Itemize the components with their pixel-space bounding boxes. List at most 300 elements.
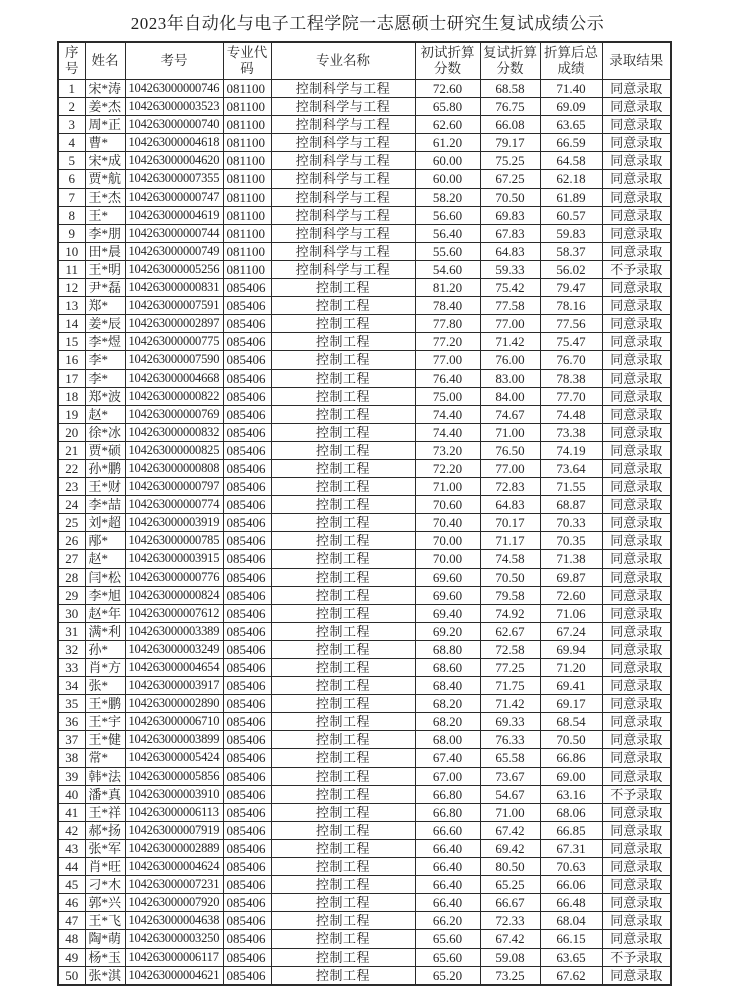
cell-retest-score: 71.00	[480, 423, 540, 441]
table-row	[58, 333, 671, 351]
cell-exam-number: 104263000005856	[125, 767, 223, 785]
cell-initial-score: 69.40	[415, 604, 480, 622]
cell-total-score: 72.60	[540, 586, 602, 604]
cell-seq: 27	[58, 550, 85, 568]
cell-retest-score: 59.08	[480, 948, 540, 966]
cell-major-code: 081100	[223, 152, 271, 170]
table-row	[58, 496, 671, 514]
cell-major-name: 控制科学与工程	[271, 224, 415, 242]
table-row	[58, 242, 671, 260]
column-header-result: 录取结果	[602, 42, 671, 80]
cell-major-name: 控制工程	[271, 279, 415, 297]
column-header-seq: 序号	[58, 42, 85, 80]
cell-exam-number: 104263000003915	[125, 550, 223, 568]
cell-seq: 43	[58, 839, 85, 857]
cell-initial-score: 66.60	[415, 821, 480, 839]
cell-exam-number: 104263000004618	[125, 134, 223, 152]
cell-initial-score: 68.20	[415, 695, 480, 713]
cell-retest-score: 76.33	[480, 731, 540, 749]
cell-name: 王*健	[85, 731, 125, 749]
table-row	[58, 912, 671, 930]
cell-major-code: 085406	[223, 568, 271, 586]
cell-exam-number: 104263000004621	[125, 966, 223, 985]
cell-retest-score: 54.67	[480, 785, 540, 803]
cell-seq: 38	[58, 749, 85, 767]
cell-result: 同意录取	[602, 677, 671, 695]
cell-retest-score: 74.67	[480, 405, 540, 423]
cell-total-score: 64.58	[540, 152, 602, 170]
column-header-initial-score: 初试折算分数	[415, 42, 480, 80]
cell-initial-score: 69.20	[415, 622, 480, 640]
cell-major-code: 081100	[223, 116, 271, 134]
cell-major-name: 控制工程	[271, 550, 415, 568]
cell-major-code: 085406	[223, 640, 271, 658]
cell-initial-score: 74.40	[415, 405, 480, 423]
cell-total-score: 71.20	[540, 659, 602, 677]
cell-major-code: 081100	[223, 188, 271, 206]
cell-total-score: 56.02	[540, 260, 602, 278]
cell-name: 宋*成	[85, 152, 125, 170]
cell-major-name: 控制工程	[271, 604, 415, 622]
cell-name: 闫*松	[85, 568, 125, 586]
table-row	[58, 260, 671, 278]
cell-result: 不予录取	[602, 260, 671, 278]
cell-result: 同意录取	[602, 297, 671, 315]
cell-total-score: 60.57	[540, 206, 602, 224]
cell-initial-score: 70.00	[415, 550, 480, 568]
cell-total-score: 69.00	[540, 767, 602, 785]
table-row	[58, 731, 671, 749]
cell-total-score: 78.38	[540, 369, 602, 387]
cell-initial-score: 77.80	[415, 315, 480, 333]
cell-initial-score: 70.00	[415, 532, 480, 550]
cell-initial-score: 74.40	[415, 423, 480, 441]
page-title: 2023年自动化与电子工程学院一志愿硕士研究生复试成绩公示	[130, 14, 605, 33]
cell-name: 郑*波	[85, 387, 125, 405]
cell-major-code: 081100	[223, 242, 271, 260]
table-row	[58, 514, 671, 532]
cell-exam-number: 104263000000740	[125, 116, 223, 134]
cell-total-score: 75.47	[540, 333, 602, 351]
cell-retest-score: 66.08	[480, 116, 540, 134]
cell-seq: 4	[58, 134, 85, 152]
cell-total-score: 68.54	[540, 713, 602, 731]
cell-seq: 19	[58, 405, 85, 423]
cell-seq: 29	[58, 586, 85, 604]
cell-major-code: 085406	[223, 459, 271, 477]
cell-total-score: 70.35	[540, 532, 602, 550]
cell-name: 曹*	[85, 134, 125, 152]
cell-name: 李*朋	[85, 224, 125, 242]
cell-major-code: 085406	[223, 731, 271, 749]
cell-major-code: 085406	[223, 894, 271, 912]
cell-name: 田*晨	[85, 242, 125, 260]
cell-major-name: 控制工程	[271, 297, 415, 315]
cell-initial-score: 66.80	[415, 785, 480, 803]
cell-seq: 49	[58, 948, 85, 966]
cell-initial-score: 68.00	[415, 731, 480, 749]
cell-exam-number: 104263000004624	[125, 858, 223, 876]
table-row	[58, 839, 671, 857]
cell-major-name: 控制工程	[271, 894, 415, 912]
cell-seq: 26	[58, 532, 85, 550]
cell-initial-score: 68.60	[415, 659, 480, 677]
cell-total-score: 63.65	[540, 948, 602, 966]
column-header-name: 姓名	[85, 42, 125, 80]
cell-result: 同意录取	[602, 930, 671, 948]
cell-major-name: 控制工程	[271, 659, 415, 677]
cell-retest-score: 77.00	[480, 459, 540, 477]
cell-major-name: 控制工程	[271, 731, 415, 749]
cell-major-code: 085406	[223, 369, 271, 387]
cell-major-name: 控制科学与工程	[271, 260, 415, 278]
cell-retest-score: 76.00	[480, 351, 540, 369]
cell-seq: 16	[58, 351, 85, 369]
cell-name: 李*煜	[85, 333, 125, 351]
cell-major-code: 085406	[223, 659, 271, 677]
cell-major-name: 控制工程	[271, 351, 415, 369]
cell-name: 李*喆	[85, 496, 125, 514]
cell-exam-number: 104263000007591	[125, 297, 223, 315]
cell-seq: 46	[58, 894, 85, 912]
cell-total-score: 70.50	[540, 731, 602, 749]
cell-major-code: 085406	[223, 948, 271, 966]
cell-exam-number: 104263000007590	[125, 351, 223, 369]
cell-total-score: 69.09	[540, 98, 602, 116]
cell-retest-score: 69.33	[480, 713, 540, 731]
cell-initial-score: 77.00	[415, 351, 480, 369]
cell-name: 郑*	[85, 297, 125, 315]
cell-retest-score: 80.50	[480, 858, 540, 876]
cell-retest-score: 64.83	[480, 496, 540, 514]
table-row	[58, 224, 671, 242]
cell-initial-score: 67.00	[415, 767, 480, 785]
cell-result: 同意录取	[602, 134, 671, 152]
cell-seq: 2	[58, 98, 85, 116]
cell-name: 贾*硕	[85, 441, 125, 459]
cell-exam-number: 104263000004638	[125, 912, 223, 930]
cell-result: 同意录取	[602, 568, 671, 586]
cell-name: 赵*年	[85, 604, 125, 622]
cell-retest-score: 64.83	[480, 242, 540, 260]
cell-exam-number: 104263000003910	[125, 785, 223, 803]
cell-seq: 12	[58, 279, 85, 297]
cell-name: 常*	[85, 749, 125, 767]
cell-exam-number: 104263000000832	[125, 423, 223, 441]
cell-seq: 32	[58, 640, 85, 658]
cell-major-code: 085406	[223, 966, 271, 985]
cell-retest-score: 73.67	[480, 767, 540, 785]
cell-total-score: 67.31	[540, 839, 602, 857]
cell-seq: 23	[58, 478, 85, 496]
cell-exam-number: 104263000004668	[125, 369, 223, 387]
cell-initial-score: 78.40	[415, 297, 480, 315]
cell-major-name: 控制工程	[271, 858, 415, 876]
table-row	[58, 369, 671, 387]
table-row	[58, 441, 671, 459]
cell-retest-score: 77.00	[480, 315, 540, 333]
cell-major-name: 控制工程	[271, 387, 415, 405]
cell-major-name: 控制工程	[271, 586, 415, 604]
cell-name: 孙*	[85, 640, 125, 658]
cell-seq: 22	[58, 459, 85, 477]
cell-name: 肖*旺	[85, 858, 125, 876]
cell-major-name: 控制工程	[271, 514, 415, 532]
cell-initial-score: 54.60	[415, 260, 480, 278]
cell-seq: 13	[58, 297, 85, 315]
cell-retest-score: 71.75	[480, 677, 540, 695]
cell-exam-number: 104263000003917	[125, 677, 223, 695]
cell-major-name: 控制工程	[271, 369, 415, 387]
cell-retest-score: 72.83	[480, 478, 540, 496]
cell-major-name: 控制工程	[271, 930, 415, 948]
cell-major-name: 控制工程	[271, 713, 415, 731]
cell-major-name: 控制工程	[271, 315, 415, 333]
cell-initial-score: 61.20	[415, 134, 480, 152]
cell-major-code: 085406	[223, 514, 271, 532]
cell-major-code: 085406	[223, 333, 271, 351]
cell-seq: 5	[58, 152, 85, 170]
cell-seq: 40	[58, 785, 85, 803]
cell-total-score: 71.38	[540, 550, 602, 568]
cell-major-code: 085406	[223, 677, 271, 695]
table-row	[58, 206, 671, 224]
table-row	[58, 351, 671, 369]
table-row	[58, 459, 671, 477]
cell-retest-score: 75.25	[480, 152, 540, 170]
cell-seq: 8	[58, 206, 85, 224]
cell-total-score: 70.33	[540, 514, 602, 532]
cell-name: 王*宇	[85, 713, 125, 731]
cell-seq: 45	[58, 876, 85, 894]
cell-seq: 1	[58, 80, 85, 98]
cell-initial-score: 58.20	[415, 188, 480, 206]
cell-major-name: 控制科学与工程	[271, 152, 415, 170]
cell-name: 肖*方	[85, 659, 125, 677]
cell-total-score: 76.70	[540, 351, 602, 369]
cell-initial-score: 65.60	[415, 930, 480, 948]
cell-major-code: 085406	[223, 749, 271, 767]
cell-exam-number: 104263000000775	[125, 333, 223, 351]
cell-total-score: 66.48	[540, 894, 602, 912]
cell-retest-score: 74.58	[480, 550, 540, 568]
cell-seq: 39	[58, 767, 85, 785]
cell-retest-score: 70.50	[480, 568, 540, 586]
cell-major-name: 控制工程	[271, 912, 415, 930]
cell-total-score: 63.65	[540, 116, 602, 134]
cell-name: 邴*	[85, 532, 125, 550]
table-row	[58, 478, 671, 496]
table-row	[58, 532, 671, 550]
cell-major-name: 控制科学与工程	[271, 98, 415, 116]
table-row	[58, 152, 671, 170]
cell-name: 满*利	[85, 622, 125, 640]
cell-initial-score: 71.00	[415, 478, 480, 496]
cell-name: 郭*兴	[85, 894, 125, 912]
cell-initial-score: 65.80	[415, 98, 480, 116]
cell-name: 周*正	[85, 116, 125, 134]
cell-retest-score: 65.58	[480, 749, 540, 767]
cell-exam-number: 104263000000797	[125, 478, 223, 496]
cell-total-score: 68.06	[540, 803, 602, 821]
cell-result: 同意录取	[602, 333, 671, 351]
table-row	[58, 134, 671, 152]
cell-exam-number: 104263000003899	[125, 731, 223, 749]
table-row	[58, 659, 671, 677]
cell-initial-score: 70.60	[415, 496, 480, 514]
cell-seq: 37	[58, 731, 85, 749]
table-row	[58, 586, 671, 604]
cell-initial-score: 75.00	[415, 387, 480, 405]
cell-name: 张*军	[85, 839, 125, 857]
cell-result: 同意录取	[602, 749, 671, 767]
cell-result: 同意录取	[602, 116, 671, 134]
cell-total-score: 59.83	[540, 224, 602, 242]
cell-seq: 44	[58, 858, 85, 876]
cell-major-name: 控制科学与工程	[271, 134, 415, 152]
table-row	[58, 568, 671, 586]
cell-exam-number: 104263000000785	[125, 532, 223, 550]
cell-major-name: 控制工程	[271, 695, 415, 713]
cell-major-name: 控制工程	[271, 767, 415, 785]
cell-major-name: 控制工程	[271, 441, 415, 459]
cell-major-name: 控制工程	[271, 405, 415, 423]
cell-retest-score: 59.33	[480, 260, 540, 278]
cell-retest-score: 67.83	[480, 224, 540, 242]
cell-total-score: 77.56	[540, 315, 602, 333]
cell-result: 不予录取	[602, 948, 671, 966]
column-header-major-code: 专业代码	[223, 42, 271, 80]
cell-exam-number: 104263000000769	[125, 405, 223, 423]
cell-exam-number: 104263000005256	[125, 260, 223, 278]
table-row	[58, 713, 671, 731]
cell-initial-score: 66.80	[415, 803, 480, 821]
cell-initial-score: 66.40	[415, 894, 480, 912]
cell-exam-number: 104263000003249	[125, 640, 223, 658]
cell-total-score: 61.89	[540, 188, 602, 206]
cell-total-score: 66.06	[540, 876, 602, 894]
cell-retest-score: 72.33	[480, 912, 540, 930]
cell-total-score: 67.62	[540, 966, 602, 985]
cell-exam-number: 104263000000825	[125, 441, 223, 459]
cell-major-code: 085406	[223, 532, 271, 550]
cell-major-code: 085406	[223, 785, 271, 803]
cell-total-score: 69.41	[540, 677, 602, 695]
cell-major-code: 085406	[223, 351, 271, 369]
table-body	[58, 80, 671, 985]
cell-retest-score: 76.75	[480, 98, 540, 116]
cell-total-score: 66.85	[540, 821, 602, 839]
table-row	[58, 405, 671, 423]
cell-exam-number: 104263000002889	[125, 839, 223, 857]
cell-result: 同意录取	[602, 369, 671, 387]
cell-exam-number: 104263000003919	[125, 514, 223, 532]
cell-seq: 24	[58, 496, 85, 514]
cell-result: 同意录取	[602, 423, 671, 441]
cell-exam-number: 104263000004619	[125, 206, 223, 224]
cell-retest-score: 67.42	[480, 821, 540, 839]
cell-seq: 33	[58, 659, 85, 677]
cell-initial-score: 60.00	[415, 152, 480, 170]
cell-result: 同意录取	[602, 767, 671, 785]
cell-major-name: 控制科学与工程	[271, 188, 415, 206]
cell-result: 同意录取	[602, 604, 671, 622]
cell-major-code: 081100	[223, 98, 271, 116]
cell-total-score: 58.37	[540, 242, 602, 260]
cell-result: 同意录取	[602, 821, 671, 839]
cell-major-code: 081100	[223, 134, 271, 152]
cell-result: 同意录取	[602, 80, 671, 98]
cell-major-name: 控制工程	[271, 821, 415, 839]
cell-total-score: 71.06	[540, 604, 602, 622]
cell-name: 潘*真	[85, 785, 125, 803]
cell-total-score: 69.94	[540, 640, 602, 658]
cell-total-score: 73.38	[540, 423, 602, 441]
cell-total-score: 66.59	[540, 134, 602, 152]
cell-total-score: 73.64	[540, 459, 602, 477]
cell-exam-number: 104263000000808	[125, 459, 223, 477]
cell-initial-score: 70.40	[415, 514, 480, 532]
cell-name: 王*	[85, 206, 125, 224]
cell-major-name: 控制工程	[271, 423, 415, 441]
cell-retest-score: 66.67	[480, 894, 540, 912]
cell-major-code: 085406	[223, 803, 271, 821]
cell-total-score: 67.24	[540, 622, 602, 640]
cell-major-code: 085406	[223, 839, 271, 857]
cell-result: 同意录取	[602, 912, 671, 930]
cell-total-score: 74.19	[540, 441, 602, 459]
cell-seq: 41	[58, 803, 85, 821]
cell-major-name: 控制工程	[271, 496, 415, 514]
cell-name: 李*	[85, 351, 125, 369]
cell-seq: 20	[58, 423, 85, 441]
cell-result: 同意录取	[602, 441, 671, 459]
cell-exam-number: 104263000006117	[125, 948, 223, 966]
cell-name: 孙*鹏	[85, 459, 125, 477]
cell-retest-score: 84.00	[480, 387, 540, 405]
cell-major-code: 081100	[223, 170, 271, 188]
table-row	[58, 858, 671, 876]
column-header-retest-score: 复试折算分数	[480, 42, 540, 80]
cell-total-score: 63.16	[540, 785, 602, 803]
cell-name: 刁*木	[85, 876, 125, 894]
cell-major-name: 控制工程	[271, 622, 415, 640]
cell-retest-score: 62.67	[480, 622, 540, 640]
cell-name: 郝*扬	[85, 821, 125, 839]
cell-initial-score: 66.20	[415, 912, 480, 930]
cell-major-code: 085406	[223, 586, 271, 604]
cell-major-code: 085406	[223, 478, 271, 496]
cell-retest-score: 79.17	[480, 134, 540, 152]
cell-result: 同意录取	[602, 170, 671, 188]
cell-initial-score: 56.60	[415, 206, 480, 224]
cell-name: 刘*超	[85, 514, 125, 532]
cell-result: 同意录取	[602, 315, 671, 333]
cell-initial-score: 62.60	[415, 116, 480, 134]
cell-exam-number: 104263000000746	[125, 80, 223, 98]
cell-initial-score: 72.60	[415, 80, 480, 98]
cell-retest-score: 67.25	[480, 170, 540, 188]
cell-initial-score: 73.20	[415, 441, 480, 459]
cell-initial-score: 65.60	[415, 948, 480, 966]
cell-name: 尹*磊	[85, 279, 125, 297]
cell-name: 李*旭	[85, 586, 125, 604]
cell-exam-number: 104263000007355	[125, 170, 223, 188]
cell-major-code: 085406	[223, 550, 271, 568]
cell-major-code: 081100	[223, 260, 271, 278]
cell-seq: 47	[58, 912, 85, 930]
cell-major-code: 081100	[223, 80, 271, 98]
